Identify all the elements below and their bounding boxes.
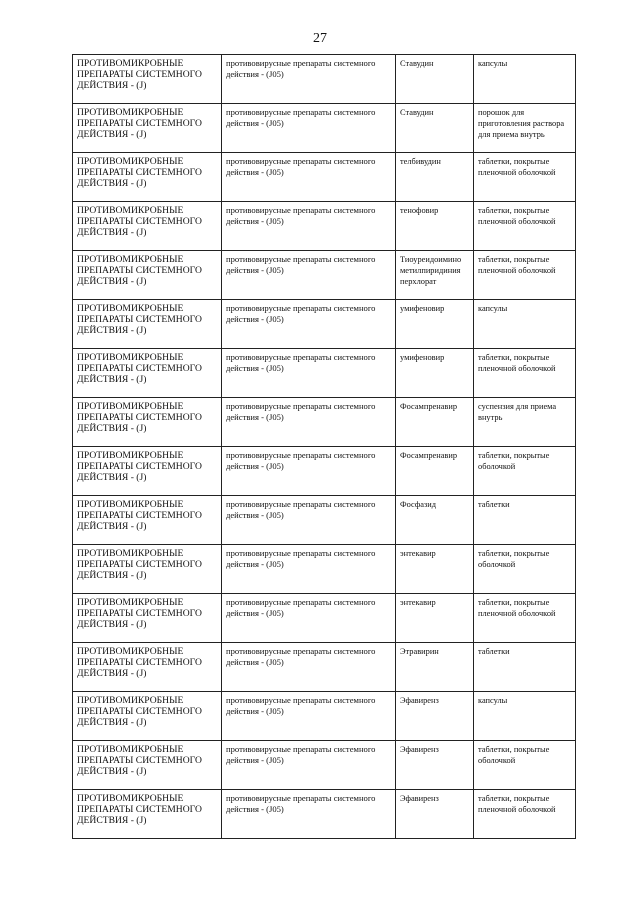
table-row <box>73 643 576 692</box>
cell-subgroup: противовирусные препараты системного действия - (J05) <box>222 545 396 594</box>
table-row <box>73 251 576 300</box>
cell-dosage-form: таблетки, покрытые пленочной оболочкой <box>474 349 576 398</box>
cell-drug-name: телбивудин <box>396 153 474 202</box>
table-row <box>73 202 576 251</box>
page-number: 27 <box>313 31 327 46</box>
cell-drug-name: Эфавиренз <box>396 790 474 839</box>
cell-group: ПРОТИВОМИКРОБНЫЕ ПРЕПАРАТЫ СИСТЕМНОГО ДЕЙСТВИЯ - (J) <box>73 349 222 398</box>
cell-group: ПРОТИВОМИКРОБНЫЕ ПРЕПАРАТЫ СИСТЕМНОГО ДЕЙСТВИЯ - (J) <box>73 643 222 692</box>
table-row <box>73 741 576 790</box>
cell-drug-name: тенофовир <box>396 202 474 251</box>
cell-group: ПРОТИВОМИКРОБНЫЕ ПРЕПАРАТЫ СИСТЕМНОГО ДЕЙСТВИЯ - (J) <box>73 202 222 251</box>
cell-group: ПРОТИВОМИКРОБНЫЕ ПРЕПАРАТЫ СИСТЕМНОГО ДЕЙСТВИЯ - (J) <box>73 496 222 545</box>
table-row <box>73 545 576 594</box>
table-row <box>73 300 576 349</box>
cell-dosage-form: порошок для приготовления раствора для приема внутрь <box>474 104 576 153</box>
cell-drug-name: Фосампренавир <box>396 447 474 496</box>
cell-dosage-form: таблетки <box>474 643 576 692</box>
cell-drug-name: Этравирин <box>396 643 474 692</box>
cell-dosage-form: таблетки, покрытые пленочной оболочкой <box>474 251 576 300</box>
drug-table <box>72 54 576 839</box>
cell-group: ПРОТИВОМИКРОБНЫЕ ПРЕПАРАТЫ СИСТЕМНОГО ДЕЙСТВИЯ - (J) <box>73 594 222 643</box>
table-row <box>73 594 576 643</box>
cell-subgroup: противовирусные препараты системного действия - (J05) <box>222 55 396 104</box>
table-row <box>73 104 576 153</box>
cell-subgroup: противовирусные препараты системного действия - (J05) <box>222 594 396 643</box>
table-row <box>73 398 576 447</box>
cell-subgroup: противовирусные препараты системного действия - (J05) <box>222 349 396 398</box>
cell-dosage-form: таблетки, покрытые пленочной оболочкой <box>474 153 576 202</box>
cell-group: ПРОТИВОМИКРОБНЫЕ ПРЕПАРАТЫ СИСТЕМНОГО ДЕЙСТВИЯ - (J) <box>73 692 222 741</box>
cell-dosage-form: капсулы <box>474 300 576 349</box>
cell-dosage-form: таблетки <box>474 496 576 545</box>
cell-subgroup: противовирусные препараты системного действия - (J05) <box>222 790 396 839</box>
cell-subgroup: противовирусные препараты системного действия - (J05) <box>222 104 396 153</box>
cell-group: ПРОТИВОМИКРОБНЫЕ ПРЕПАРАТЫ СИСТЕМНОГО ДЕЙСТВИЯ - (J) <box>73 741 222 790</box>
table-row <box>73 496 576 545</box>
cell-group: ПРОТИВОМИКРОБНЫЕ ПРЕПАРАТЫ СИСТЕМНОГО ДЕЙСТВИЯ - (J) <box>73 104 222 153</box>
cell-dosage-form: таблетки, покрытые оболочкой <box>474 447 576 496</box>
cell-drug-name: энтекавир <box>396 545 474 594</box>
cell-dosage-form: капсулы <box>474 55 576 104</box>
cell-drug-name: Эфавиренз <box>396 692 474 741</box>
cell-group: ПРОТИВОМИКРОБНЫЕ ПРЕПАРАТЫ СИСТЕМНОГО ДЕЙСТВИЯ - (J) <box>73 300 222 349</box>
table-row <box>73 153 576 202</box>
cell-drug-name: умифеновир <box>396 300 474 349</box>
cell-subgroup: противовирусные препараты системного действия - (J05) <box>222 300 396 349</box>
cell-subgroup: противовирусные препараты системного действия - (J05) <box>222 398 396 447</box>
cell-group: ПРОТИВОМИКРОБНЫЕ ПРЕПАРАТЫ СИСТЕМНОГО ДЕЙСТВИЯ - (J) <box>73 251 222 300</box>
table-row <box>73 55 576 104</box>
table-row <box>73 349 576 398</box>
cell-dosage-form: капсулы <box>474 692 576 741</box>
cell-drug-name: умифеновир <box>396 349 474 398</box>
cell-dosage-form: суспензия для приема внутрь <box>474 398 576 447</box>
cell-subgroup: противовирусные препараты системного действия - (J05) <box>222 741 396 790</box>
cell-drug-name: Тиоуреидоимино метилпиридиния перхлорат <box>396 251 474 300</box>
cell-group: ПРОТИВОМИКРОБНЫЕ ПРЕПАРАТЫ СИСТЕМНОГО ДЕЙСТВИЯ - (J) <box>73 545 222 594</box>
cell-group: ПРОТИВОМИКРОБНЫЕ ПРЕПАРАТЫ СИСТЕМНОГО ДЕЙСТВИЯ - (J) <box>73 447 222 496</box>
cell-drug-name: Ставудин <box>396 104 474 153</box>
cell-drug-name: Эфавиренз <box>396 741 474 790</box>
drug-table-body <box>73 55 576 839</box>
cell-subgroup: противовирусные препараты системного действия - (J05) <box>222 692 396 741</box>
cell-group: ПРОТИВОМИКРОБНЫЕ ПРЕПАРАТЫ СИСТЕМНОГО ДЕЙСТВИЯ - (J) <box>73 398 222 447</box>
cell-group: ПРОТИВОМИКРОБНЫЕ ПРЕПАРАТЫ СИСТЕМНОГО ДЕЙСТВИЯ - (J) <box>73 153 222 202</box>
cell-dosage-form: таблетки, покрытые пленочной оболочкой <box>474 790 576 839</box>
cell-subgroup: противовирусные препараты системного действия - (J05) <box>222 447 396 496</box>
cell-dosage-form: таблетки, покрытые оболочкой <box>474 741 576 790</box>
cell-subgroup: противовирусные препараты системного действия - (J05) <box>222 202 396 251</box>
cell-group: ПРОТИВОМИКРОБНЫЕ ПРЕПАРАТЫ СИСТЕМНОГО ДЕЙСТВИЯ - (J) <box>73 790 222 839</box>
cell-subgroup: противовирусные препараты системного действия - (J05) <box>222 643 396 692</box>
table-row <box>73 447 576 496</box>
cell-drug-name: Фосампренавир <box>396 398 474 447</box>
table-row <box>73 692 576 741</box>
cell-subgroup: противовирусные препараты системного действия - (J05) <box>222 153 396 202</box>
cell-subgroup: противовирусные препараты системного действия - (J05) <box>222 496 396 545</box>
cell-group: ПРОТИВОМИКРОБНЫЕ ПРЕПАРАТЫ СИСТЕМНОГО ДЕЙСТВИЯ - (J) <box>73 55 222 104</box>
cell-drug-name: Ставудин <box>396 55 474 104</box>
cell-dosage-form: таблетки, покрытые пленочной оболочкой <box>474 594 576 643</box>
cell-dosage-form: таблетки, покрытые оболочкой <box>474 545 576 594</box>
cell-drug-name: Фосфазид <box>396 496 474 545</box>
cell-subgroup: противовирусные препараты системного действия - (J05) <box>222 251 396 300</box>
table-row <box>73 790 576 839</box>
cell-dosage-form: таблетки, покрытые пленочной оболочкой <box>474 202 576 251</box>
cell-drug-name: энтекавир <box>396 594 474 643</box>
